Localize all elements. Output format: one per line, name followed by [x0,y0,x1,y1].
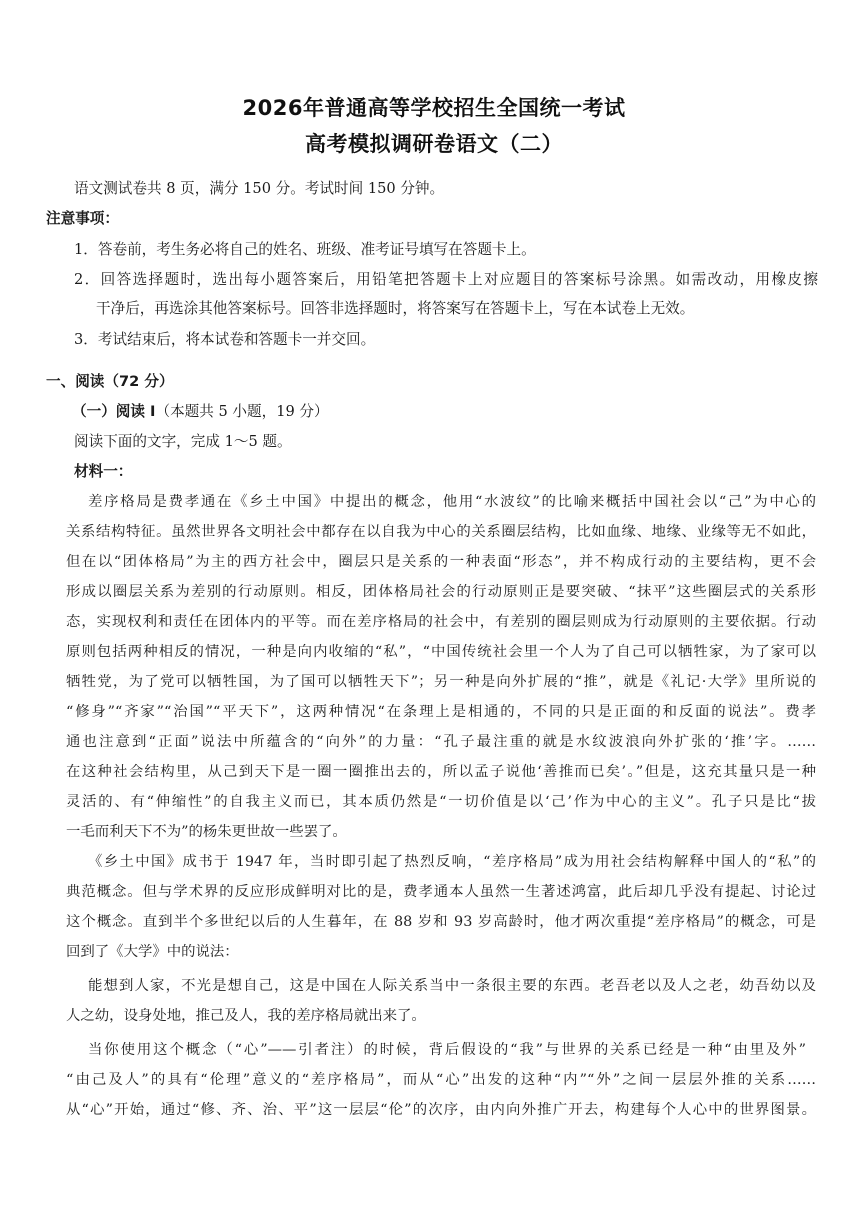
passage-line: 《乡土中国》成书于 1947 年，当时即引起了热烈反响，“差序格局”成为用社会结构解释中国人的“私”的 [88,854,816,870]
reading-instruction: 阅读下面的文字，完成 1～5 题。 [74,433,292,450]
passage-line: 原则包括两种相反的情况，一种是向内收缩的“私”，“中国传统社会里一个人为了自己可以牺牲家，为了家可以 [66,644,816,660]
reading-1-scope: （本题共 5 小题，19 分） [155,403,329,420]
quote-line: 人之幼，设身处地，推己及人，我的差序格局就出来了。 [66,1008,426,1024]
notice-item-3: 3．考试结束后，将本试卷和答题卡一并交回。 [74,331,376,348]
intro-text: 语文测试卷共 8 页，满分 150 分。考试时间 150 分钟。 [74,180,445,197]
passage-line: “修身”“齐家”“治国”“平天下”，这两种情况“在条理上是相通的，不同的只是正面的和反面的说法”。费孝 [66,704,816,720]
reading-1-heading [72,402,329,422]
notice-heading: 注意事项： [46,210,119,227]
quote-line: “由己及人”的具有“伦理”意义的“差序格局”，而从“心”出发的这种“内”“外”之间一层层外推的关系…… [66,1072,816,1088]
quote-line: 从“心”开始，通过“修、齐、治、平”这一层层“伦”的次序，由内向外推广开去，构建每个人心中的世界图景。 [66,1102,816,1118]
quote-line: 当你使用这个概念（“心”——引者注）的时候，背后假设的“我”与世界的关系已经是一种“由里及外” [88,1042,806,1058]
passage-line: 一毛而利天下不为”的杨朱更世故一些罢了。 [66,824,347,840]
passage-line: 典范概念。但与学术界的反应形成鲜明对比的是，费孝通本人虽然一生著述鸿富，此后却几乎没有提起、讨论过 [66,884,816,900]
passage-line: 差序格局是费孝通在《乡土中国》中提出的概念，他用“水波纹”的比喻来概括中国社会以“己”为中心的 [88,494,816,510]
reading-1-label: （一）阅读 I [72,403,156,420]
exam-subtitle: 高考模拟调研卷语文（二） [305,132,563,156]
material-1-label: 材料一： [74,463,133,480]
exam-title: 2026年普通高等学校招生全国统一考试 [242,96,626,120]
notice-item-2-line-2: 干净后，再选涂其他答案标号。回答非选择题时，将答案写在答题卡上，写在本试卷上无效。 [96,300,695,317]
passage-line: 回到了《大学》中的说法： [66,944,239,960]
passage-line: 关系结构特征。虽然世界各文明社会中都存在以自我为中心的关系圈层结构，比如血缘、地缘、业缘等无不如此， [66,524,816,540]
notice-item-2-line-1: 2．回答选择题时，选出每小题答案后，用铅笔把答题卡上对应题目的答案标号涂黑。如需改动，用橡皮擦 [74,271,818,288]
quote-line: 能想到人家，不光是想自己，这是中国在人际关系当中一条很主要的东西。老吾老以及人之老，幼吾幼以及 [88,978,816,994]
passage-line: 在这种社会结构里，从己到天下是一圈一圈推出去的，所以孟子说他‘善推而已矣’。”但是，这充其量只是一种 [66,764,816,780]
passage-line: 牺牲党，为了党可以牺牲国，为了国可以牺牲天下”；另一种是向外扩展的“推”，就是《礼记·大学》里所说的 [66,674,816,690]
passage-line: 态，实现权利和责任在团体内的平等。而在差序格局的社会中，有差别的圈层则成为行动原则的主要依据。行动 [66,614,816,630]
passage-line: 灵活的、有“伸缩性”的自我主义而已，其本质仍然是“一切价值是以‘己’作为中心的主义”。孔子只是比“拔 [66,794,816,810]
passage-line: 通也注意到“正面”说法中所蕴含的“向外”的力量：“孔子最注重的就是水纹波浪向外扩张的‘推’字。…… [66,734,816,750]
section-1-heading: 一、阅读（72 分） [46,373,174,390]
passage-line: 但在以“团体格局”为主的西方社会中，圈层只是关系的一种表面“形态”，并不构成行动的主要结构，更不会 [66,554,816,570]
passage-line: 这个概念。直到半个多世纪以后的人生暮年，在 88 岁和 93 岁高龄时，他才两次重提“差序格局”的概念，可是 [66,914,816,930]
notice-item-1: 1．答卷前，考生务必将自己的姓名、班级、准考证号填写在答题卡上。 [74,241,536,258]
passage-line: 形成以圈层关系为差别的行动原则。相反，团体格局社会的行动原则正是要突破、“抹平”这些圈层式的关系形 [66,584,816,600]
